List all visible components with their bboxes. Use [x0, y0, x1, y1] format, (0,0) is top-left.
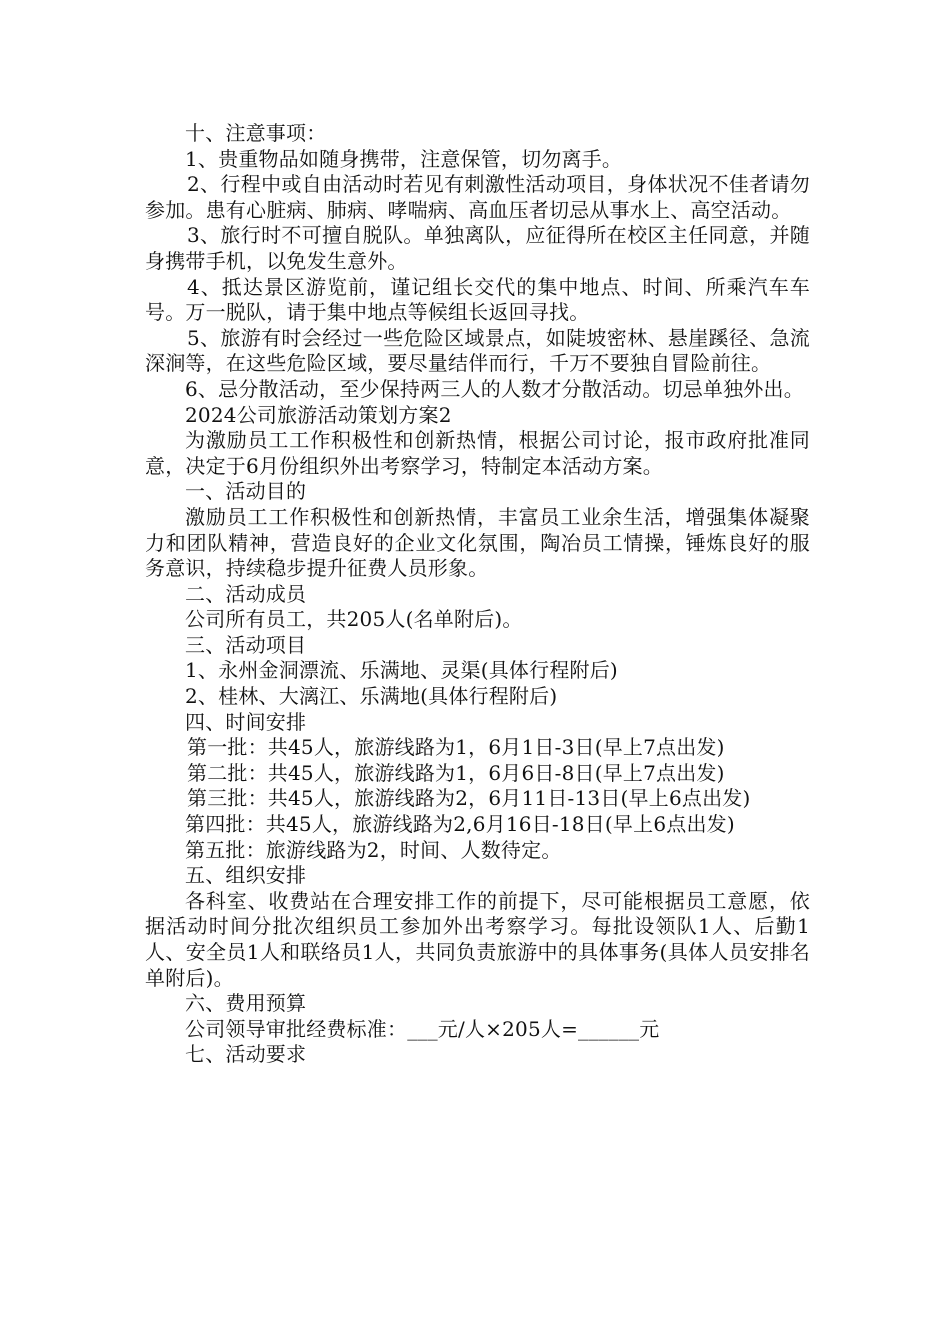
purpose-paragraph: 激励员工工作积极性和创新热情，丰富员工业余生活，增强集体凝聚力和团队精神，营造良好的企业文化氛围，陶冶员工情操，锤炼良好的服务意识，持续稳步提升征费人员形象。 — [145, 504, 810, 581]
note-item-3: 3、旅行时不可擅自脱队。单独离队，应征得所在校区主任同意，并随身携带手机，以免发生意外。 — [145, 223, 810, 273]
document-body — [145, 121, 810, 1068]
schedule-batch-2: 第二批：共45人，旅游线路为1，6月6日-8日(早上7点出发) — [187, 760, 725, 785]
section-heading-purpose: 一、活动目的 — [185, 479, 307, 504]
note-item-6: 6、忌分散活动，至少保持两三人的人数才分散活动。切忌单独外出。 — [185, 376, 804, 401]
project-item-2: 2、桂林、大漓江、乐满地(具体行程附后) — [185, 684, 558, 709]
section-heading-requirements: 七、活动要求 — [185, 1042, 307, 1067]
section-heading-schedule: 四、时间安排 — [185, 709, 307, 734]
schedule-batch-3: 第三批：共45人，旅游线路为2，6月11日-13日(早上6点出发) — [187, 786, 751, 811]
note-item-2: 2、行程中或自由活动时若见有刺激性活动项目，身体状况不佳者请勿参加。患有心脏病、肺病、哮喘病、高血压者切忌从事水上、高空活动。 — [145, 172, 810, 222]
note-item-4: 4、抵达景区游览前，谨记组长交代的集中地点、时间、所乘汽车车号。万一脱队，请于集中地点等候组长返回寻找。 — [145, 274, 810, 325]
schedule-batch-5: 第五批：旅游线路为2，时间、人数待定。 — [185, 837, 562, 862]
organization-paragraph: 各科室、收费站在合理安排工作的前提下，尽可能根据员工意愿，依据活动时间分批次组织员工参加外出考察学习。每批设领队1人、后勤1人、安全员1人和联络员1人，共同负责旅游中的具体事务(具体人员安排名单附后)。 — [145, 888, 810, 990]
section-heading-members: 二、活动成员 — [185, 581, 307, 606]
intro-paragraph: 为激励员工工作积极性和创新热情，根据公司讨论，报市政府批准同意，决定于6月份组织外出考察学习，特制定本活动方案。 — [145, 428, 810, 478]
section-heading-budget: 六、费用预算 — [185, 991, 307, 1016]
note-item-1: 1、贵重物品如随身携带，注意保管，切勿离手。 — [185, 146, 623, 171]
plan-title: 2024公司旅游活动策划方案2 — [185, 402, 452, 427]
members-paragraph: 公司所有员工，共205人(名单附后)。 — [185, 607, 523, 632]
schedule-batch-1: 第一批：共45人，旅游线路为1，6月1日-3日(早上7点出发) — [187, 735, 725, 760]
note-item-5: 5、旅游有时会经过一些危险区域景点，如陡坡密林、悬崖蹊径、急流深涧等，在这些危险区域，要尽量结伴而行，千万不要独自冒险前往。 — [145, 325, 810, 376]
project-item-1: 1、永州金洞漂流、乐满地、灵渠(具体行程附后) — [185, 658, 618, 683]
section-heading-notes: 十、注意事项： — [185, 121, 327, 145]
section-heading-projects: 三、活动项目 — [185, 632, 307, 657]
section-heading-organization: 五、组织安排 — [185, 863, 307, 888]
schedule-batch-4: 第四批：共45人，旅游线路为2,6月16日-18日(早上6点出发) — [185, 812, 735, 837]
budget-paragraph: 公司领导审批经费标准：___元/人×205人=______元 — [185, 1016, 660, 1041]
